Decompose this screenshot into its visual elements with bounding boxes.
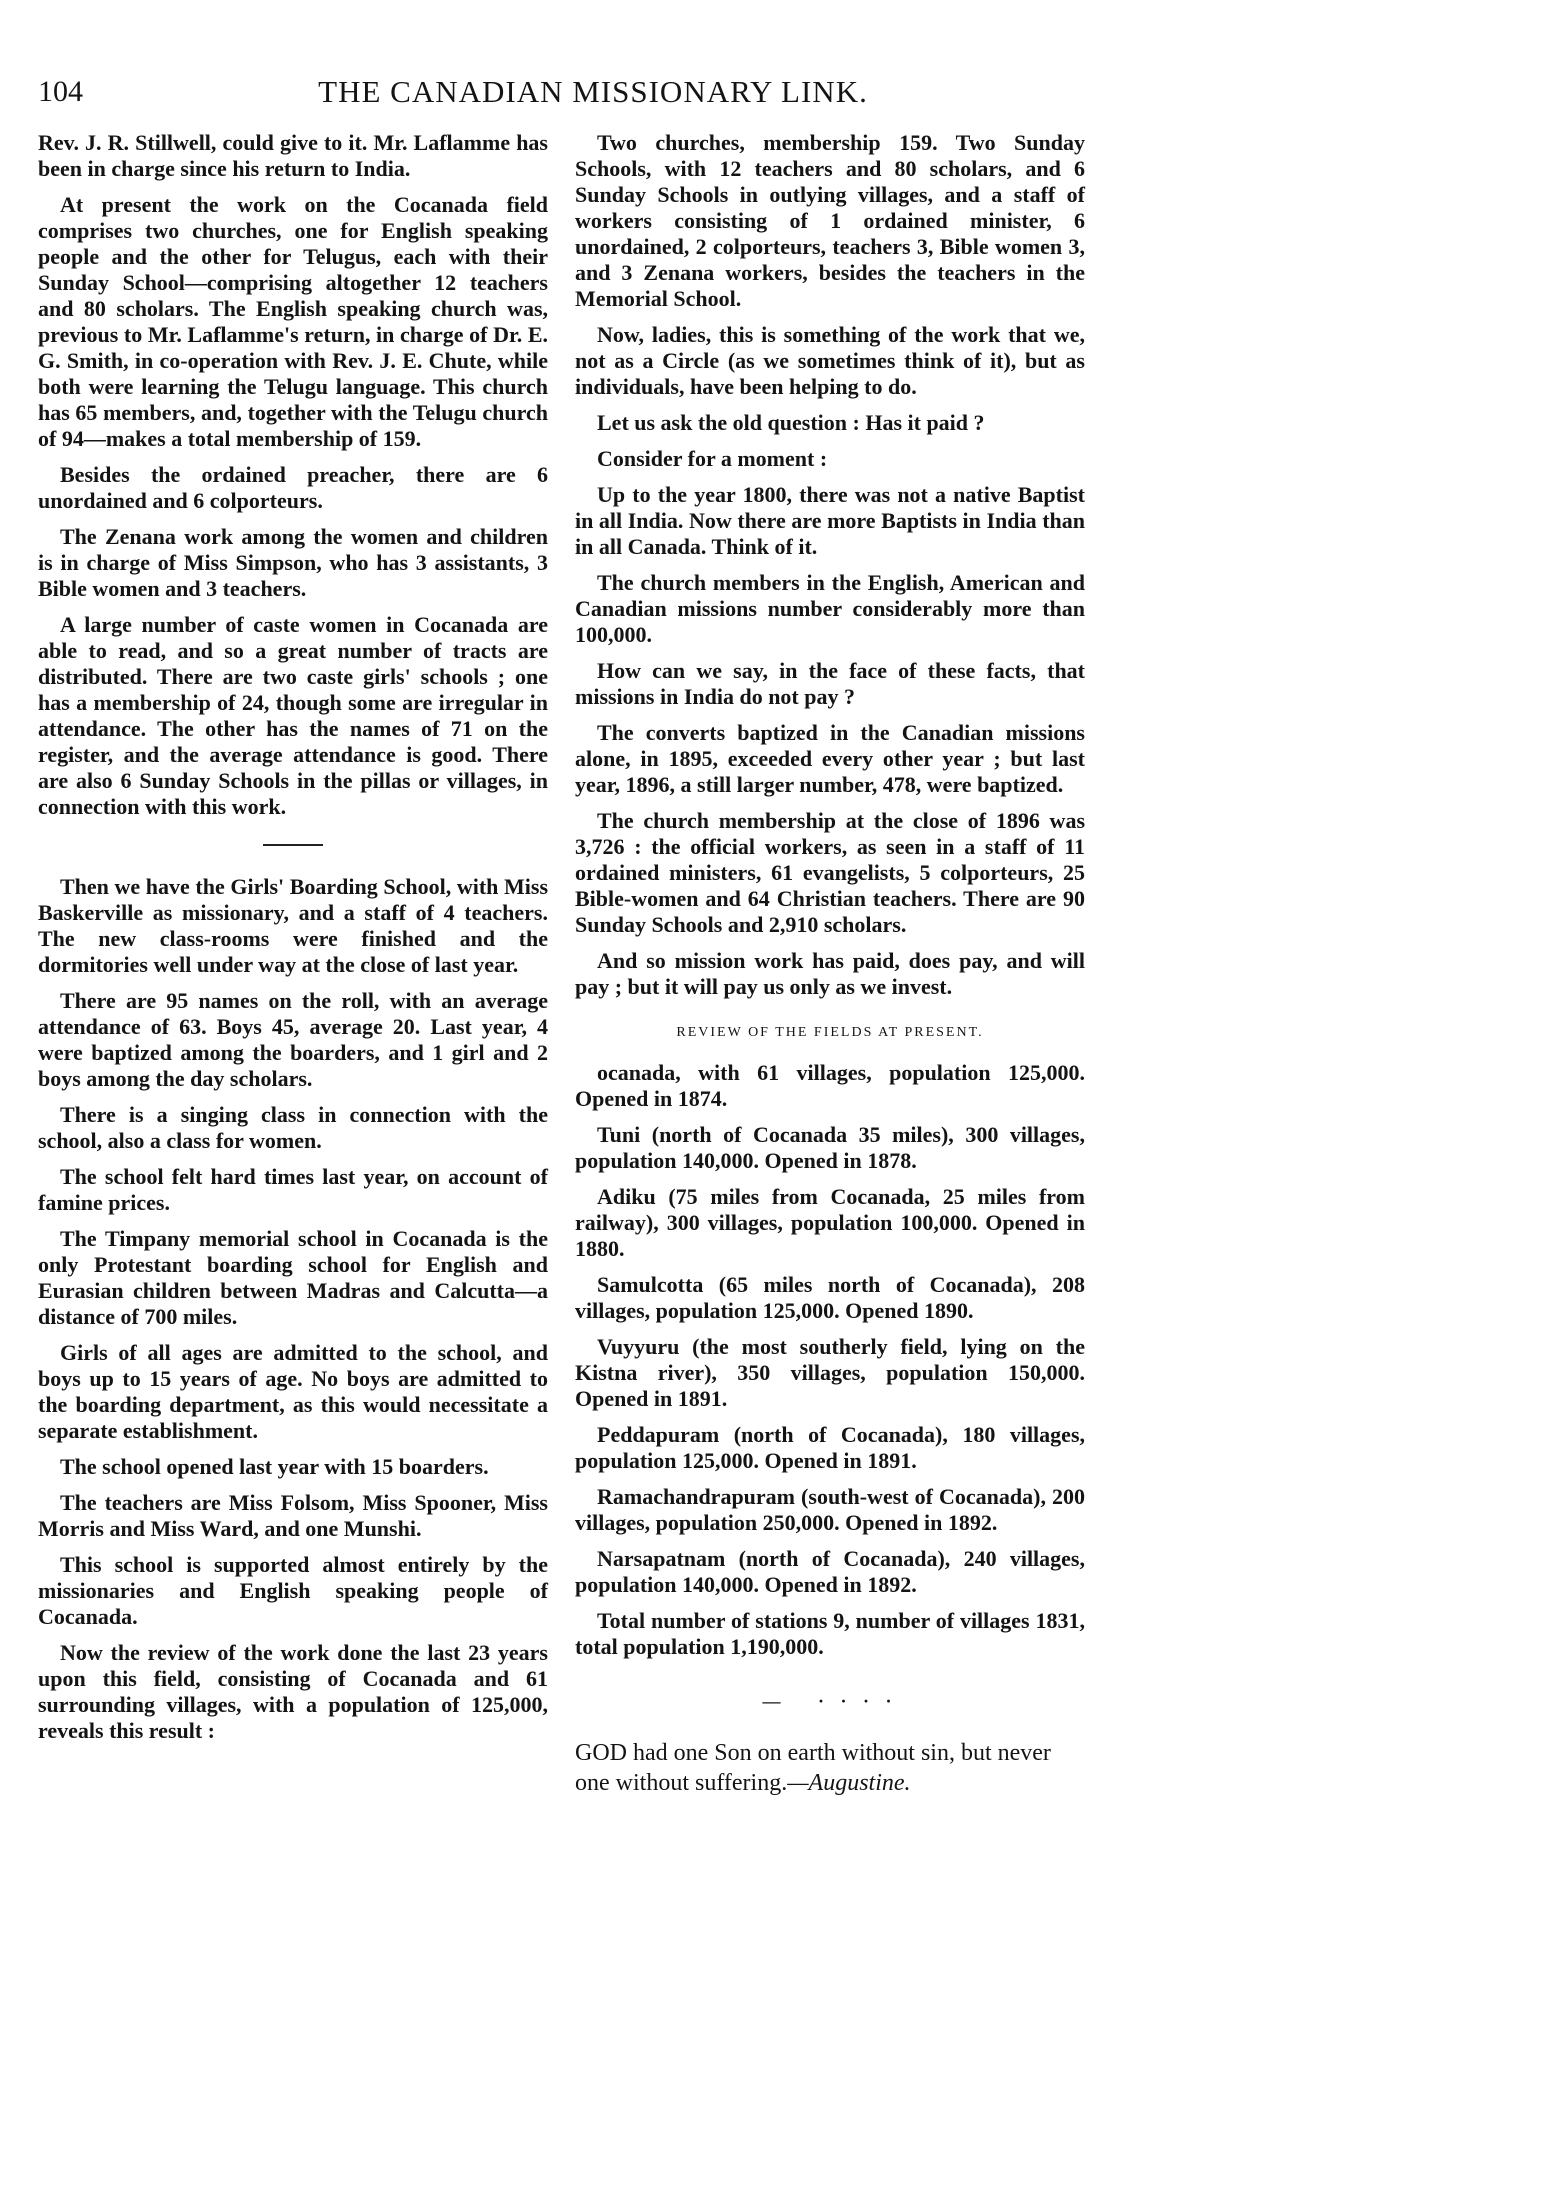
paragraph: Consider for a moment : bbox=[597, 446, 828, 471]
paragraph: At present the work on the Cocanada field comprises two churches, one for English speaking people and the other for Telugus, each with their Sunday School—comprising altogether 12 teachers and 80 scholars. The English speaking church was, previous to Mr. Laflamme's return, in charge of Dr. E. G. Smith, in co-operation with Rev. J. E. Chute, while both were learning the Telugu language. This church has 65 members, and, together with the Telugu church of 94—makes a total membership of 159. bbox=[38, 192, 548, 451]
review-heading: REVIEW OF THE FIELDS AT PRESENT. bbox=[676, 1025, 984, 1040]
right-column bbox=[575, 130, 1085, 1798]
field-entry: Total number of stations 9, number of villages 1831, total population 1,190,000. bbox=[575, 1608, 1085, 1659]
paragraph: How can we say, in the face of these facts, that missions in India do not pay ? bbox=[575, 658, 1085, 709]
paragraph: Now the review of the work done the last 23 years upon this field, consisting of Cocanada and 61 surrounding villages, with a population of 125,000, reveals this result : bbox=[38, 1640, 548, 1743]
paragraph: Rev. J. R. Stillwell, could give to it. Mr. Laflamme has been in charge since his return to India. bbox=[38, 130, 548, 181]
paragraph: The converts baptized in the Canadian missions alone, in 1895, exceeded every other year ; but last year, 1896, a still larger number, 478, were baptized. bbox=[575, 720, 1085, 797]
section-divider: — · · · · bbox=[762, 1691, 898, 1711]
paragraph: Let us ask the old question : Has it paid ? bbox=[597, 410, 985, 435]
paragraph: This school is supported almost entirely by the missionaries and English speaking people of Cocanada. bbox=[38, 1552, 548, 1629]
paragraph: The church membership at the close of 1896 was 3,726 : the official workers, as seen in a staff of 11 ordained ministers, 61 evangelists, 5 colporteurs, 25 Bible-women and 64 Christian teachers. There are 90 Sunday Schools and 2,910 scholars. bbox=[575, 808, 1085, 937]
paragraph: Now, ladies, this is something of the work that we, not as a Circle (as we sometimes think of it), but as individuals, have been helping to do. bbox=[575, 322, 1085, 399]
field-entry: Narsapatnam (north of Cocanada), 240 villages, population 140,000. Opened in 1892. bbox=[575, 1546, 1085, 1597]
paragraph: Besides the ordained preacher, there are 6 unordained and 6 colporteurs. bbox=[38, 462, 548, 513]
field-entry: Samulcotta (65 miles north of Cocanada), 208 villages, population 125,000. Opened 1890. bbox=[575, 1272, 1085, 1323]
paragraph: The church members in the English, American and Canadian missions number considerably more than 100,000. bbox=[575, 570, 1085, 647]
paragraph: A large number of caste women in Cocanada are able to read, and so a great number of tracts are distributed. There are two caste girls' schools ; one has a membership of 24, though some are irregular in attendance. The other has the names of 71 on the register, and the average attendance is good. There are also 6 Sunday Schools in the pillas or villages, in connection with this work. bbox=[38, 612, 548, 819]
field-entry: Adiku (75 miles from Cocanada, 25 miles from railway), 300 villages, population 100,000. Opened in 1880. bbox=[575, 1184, 1085, 1261]
paragraph: There are 95 names on the roll, with an average attendance of 63. Boys 45, average 20. Last year, 4 were baptized among the boarders, and 1 girl and 2 boys among the day scholars. bbox=[38, 988, 548, 1091]
journal-title: THE CANADIAN MISSIONARY LINK. bbox=[318, 74, 868, 109]
paragraph: Up to the year 1800, there was not a native Baptist in all India. Now there are more Baptists in India than in all Canada. Think of it. bbox=[575, 482, 1085, 559]
section-divider bbox=[263, 844, 323, 846]
page-header bbox=[38, 72, 1148, 122]
quote-author: —Augustine. bbox=[787, 1770, 911, 1796]
paragraph: Two churches, membership 159. Two Sunday Schools, with 12 teachers and 80 scholars, and 6 Sunday Schools in outlying villages, and a staff of workers consisting of 1 ordained minister, 6 unordained, 2 colporteurs, teachers 3, Bible women 3, and 3 Zenana workers, besides the teachers in the Memorial School. bbox=[575, 130, 1085, 311]
paragraph: The school felt hard times last year, on account of famine prices. bbox=[38, 1164, 548, 1215]
field-entry: Peddapuram (north of Cocanada), 180 villages, population 125,000. Opened in 1891. bbox=[575, 1422, 1085, 1473]
left-column bbox=[38, 130, 548, 1754]
paragraph: Girls of all ages are admitted to the school, and boys up to 15 years of age. No boys are admitted to the boarding department, as this would necessitate a separate establishment. bbox=[38, 1340, 548, 1443]
page-number: 104 bbox=[38, 75, 83, 108]
field-entry: Ramachandrapuram (south-west of Cocanada), 200 villages, population 250,000. Opened in 1892. bbox=[575, 1484, 1085, 1535]
paragraph: And so mission work has paid, does pay, and will pay ; but it will pay us only as we invest. bbox=[575, 948, 1085, 999]
field-entry: Vuyyuru (the most southerly field, lying on the Kistna river), 350 villages, population 150,000. Opened in 1891. bbox=[575, 1334, 1085, 1411]
paragraph: The Zenana work among the women and children is in charge of Miss Simpson, who has 3 assistants, 3 Bible women and 3 teachers. bbox=[38, 524, 548, 601]
paragraph: The teachers are Miss Folsom, Miss Spooner, Miss Morris and Miss Ward, and one Munshi. bbox=[38, 1490, 548, 1541]
field-entry: Tuni (north of Cocanada 35 miles), 300 villages, population 140,000. Opened in 1878. bbox=[575, 1122, 1085, 1173]
field-entry: ocanada, with 61 villages, population 125,000. Opened in 1874. bbox=[575, 1060, 1085, 1111]
paragraph: The Timpany memorial school in Cocanada is the only Protestant boarding school for English and Eurasian children between Madras and Calcutta—a distance of 700 miles. bbox=[38, 1226, 548, 1329]
paragraph: There is a singing class in connection with the school, also a class for women. bbox=[38, 1102, 548, 1153]
closing-quote bbox=[575, 1738, 1085, 1798]
paragraph: Then we have the Girls' Boarding School, with Miss Baskerville as missionary, and a staff of 4 teachers. The new class-rooms were finished and the dormitories well under way at the close of last year. bbox=[38, 874, 548, 977]
paragraph: The school opened last year with 15 boarders. bbox=[60, 1454, 489, 1479]
quote-text: GOD had one Son on earth without sin, but never one without suffering. bbox=[575, 1740, 1051, 1796]
